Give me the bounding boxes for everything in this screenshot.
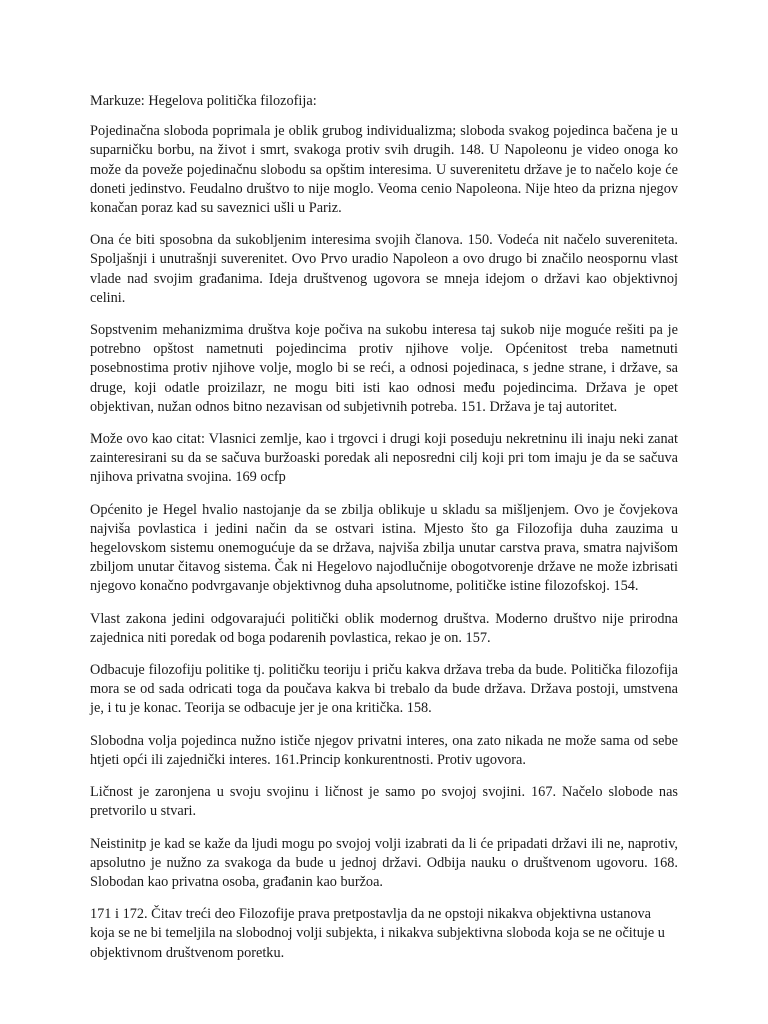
paragraph-5: Općenito je Hegel hvalio nastojanje da se zbilja oblikuje u skladu sa mišljenjem. Ovo je čovjekova najviša povlastica i jedini način da se ostvari istina. Mjesto što ga Filozofija duha zauzima u hegelovskom sistemu onemogućuje da se država, najviša zbilja unutar carstva prava, smatra najvišom zbiljom unutar čitavog sistema. Čak ni Hegelovo najodlučnije obogotvorenje države ne može izbrisati njegovo konačno podvrgavanje objektivnog duha apsolutnome, političke istine filozofskoj. 154. (90, 501, 678, 595)
paragraph-8: Slobodna volja pojedinca nužno ističe njegov privatni interes, ona zato nikada ne može sama od sebe htjeti opći ili zajednički interes. 161.Princip konkurentnosti. Protiv ugovora. (90, 732, 678, 768)
paragraph-9: Ličnost je zaronjena u svoju svojinu i ličnost je samo po svojoj svojini. 167. Načelo slobode nas pretvorilo u stvari. (90, 784, 678, 820)
paragraph-11: 171 i 172. Čitav treći deo Filozofije prava pretpostavlja da ne opstoji nikakva objektivna ustanova koja se ne bi temeljila na slobodnoj volji subjekta, i nikakva subjektivna sloboda koja se ne očituje u objektivnom društvenom poretku. (90, 906, 665, 961)
paragraph-10: Neistinitp je kad se kaže da ljudi mogu po svojoj volji izabrati da li će pripadati državi ili ne, naprotiv, apsolutno je nužno za svakoga da bude u jednoj državi. Odbija nauku o društvenom ugovoru. 168. Slobodan kao privatna osoba, građanin kao buržoa. (90, 835, 678, 890)
paragraph-1: Pojedinačna sloboda poprimala je oblik grubog individualizma; sloboda svakog pojedinca bačena je u suparničku borbu, na život i smrt, svakoga protiv svih drugih. 148. U Napoleonu je video onoga ko može da poveže pojedinačnu slobodu sa opštim interesima. U suverenitetu države je to načelo koje će doneti jedinstvo. Feudalno društvo to nije moglo. Veoma cenio Napoleona. Nije hteo da prizna njegov konačan poraz kad su saveznici ušli u Pariz. (90, 123, 678, 217)
document-title: Markuze: Hegelova politička filozofija: (90, 93, 317, 109)
paragraph-2: Ona će biti sposobna da sukobljenim interesima svojih članova. 150. Vodeća nit načelo suvereniteta. Spoljašnji i unutrašnji suverenitet. Ovo Prvo uradio Napoleon a ovo drugo bi značilo neospornu vlast vlade nad svojim građanima. Ideja društvenog ugovora se mneja idejom o državi kao objektivnoj celini. (90, 232, 678, 306)
paragraph-3: Sopstvenim mehanizmima društva koje počiva na sukobu interesa taj sukob nije moguće rešiti pa je potrebno opštost nametnuti pojedincima protiv njihove volje. Općenitost treba nametnuti posebnostima protiv njihove volje, moglo bi se reći, a odnosi pojedinaca, s jedne strane, i države, sa druge, koji odatle proizilazr, ne mogu biti isti kao odnosi među pojedincima. Država je opet objektivan, nužan odnos bitno nezavisan od subjetivnih potreba. 151. Država je taj autoritet. (90, 322, 678, 415)
paragraph-4: Može ovo kao citat: Vlasnici zemlje, kao i trgovci i drugi koji poseduju nekretninu ili inaju neki zanat zainteresirani su da se sačuva buržoaski poredak ali neposredni cilj koji pri tom imaju je da se sačuva njihova privatna svojina. 169 ocfp (90, 431, 678, 486)
paragraph-7: Odbacuje filozofiju politike tj. političku teoriju i priču kakva država treba da bude. Politička filozofija mora se od sada odricati toga da poučava kakva bi trebalo da bude država. Država postoji, umstvena je, i tu je konac. Teorija se odbacuje jer je ona kritička. 158. (90, 662, 678, 717)
paragraph-6: Vlast zakona jedini odgovarajući politički oblik modernog društva. Moderno društvo nije prirodna zajednica niti poredak od boga podarenih povlastica, rekao je on. 157. (90, 610, 678, 646)
document-body (90, 92, 678, 976)
